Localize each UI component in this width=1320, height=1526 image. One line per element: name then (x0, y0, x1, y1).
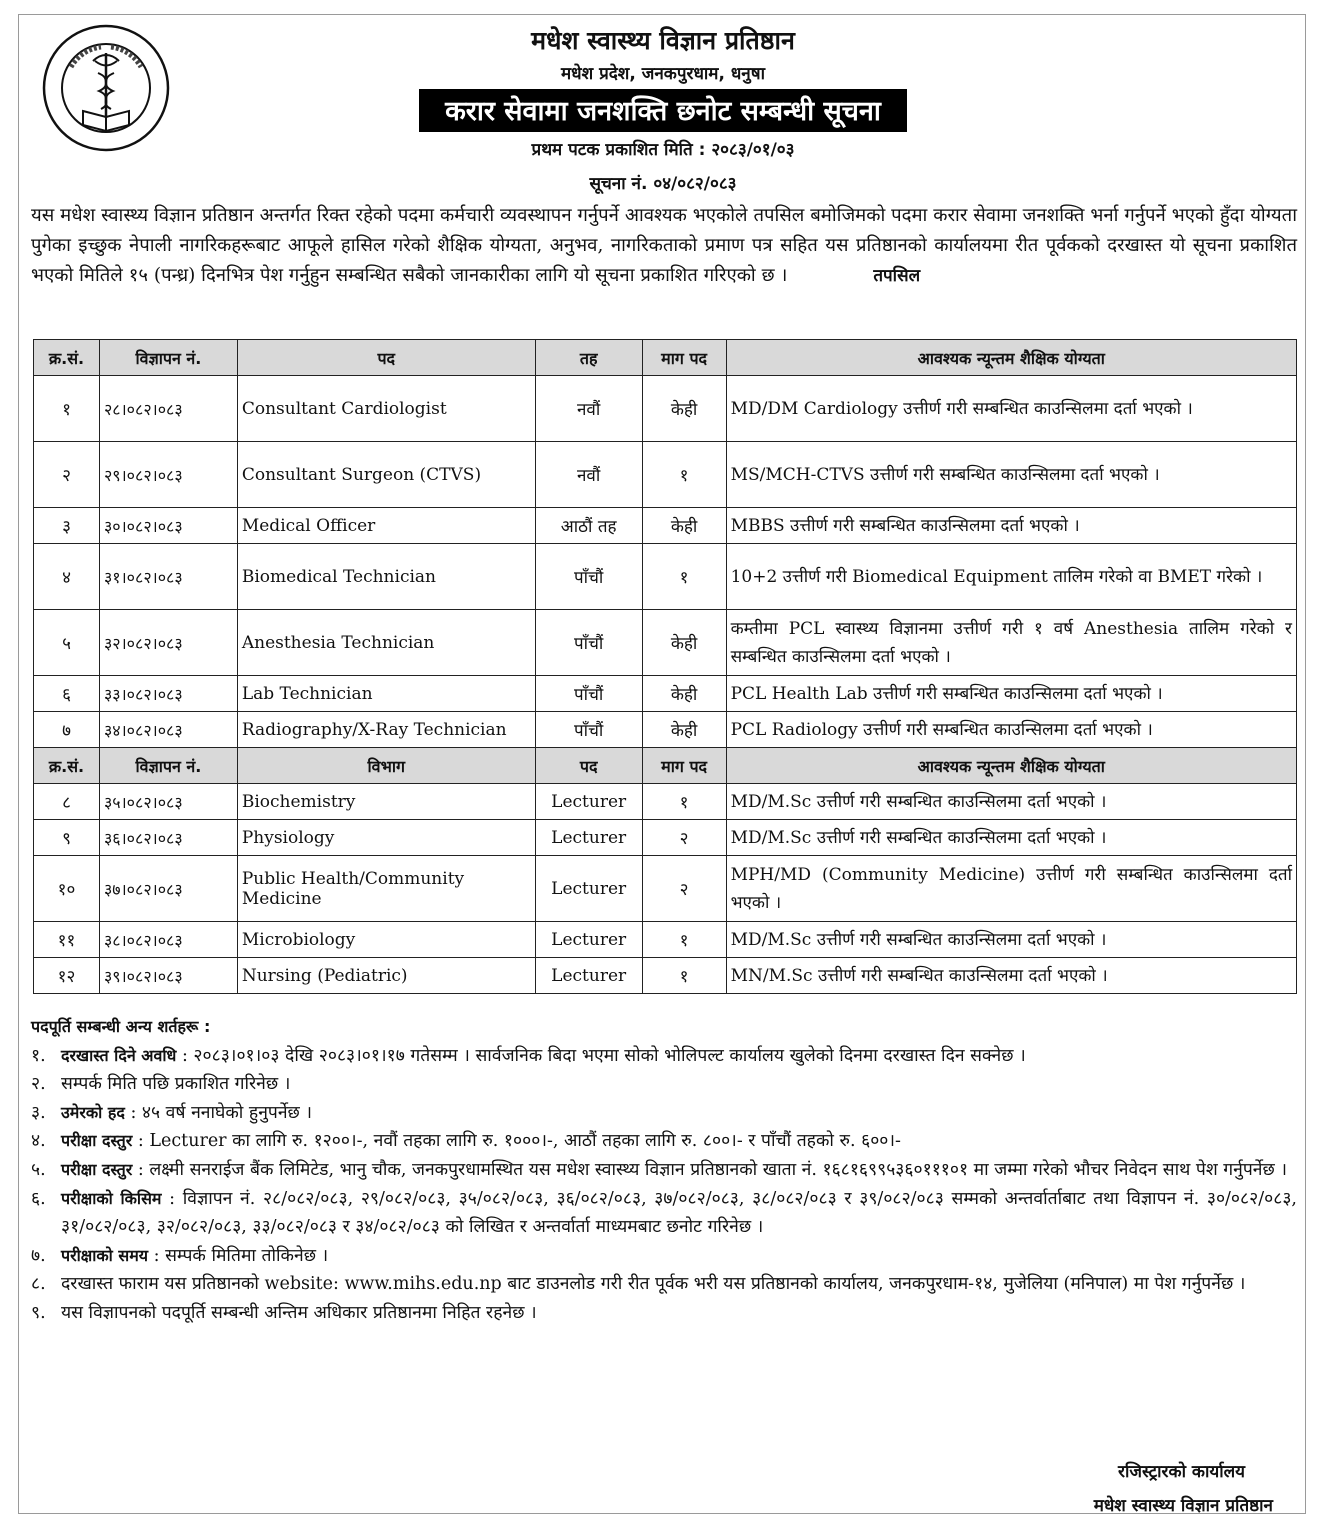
condition-title: परीक्षाको किसिम (61, 1188, 162, 1208)
condition-number: २. (31, 1074, 46, 1095)
signature-office: रजिस्ट्रारको कार्यालय (1118, 1462, 1245, 1482)
serial-cell: ४ (34, 544, 100, 610)
condition-body (61, 1156, 1297, 1185)
advert-number-cell: २९।०८२।०८३ (99, 442, 237, 508)
advert-number-cell: ३७।०८२।०८३ (99, 856, 237, 922)
table-header-row (34, 340, 1297, 376)
serial-cell: ८ (34, 784, 100, 820)
serial-cell: ११ (34, 922, 100, 958)
qualification-cell: कम्तीमा PCL स्वास्थ्य विज्ञानमा उत्तीर्ण गरी १ वर्ष Anesthesia तालिम गरेको र सम्बन्धित काउन्सिलमा दर्ता भएको । (726, 610, 1296, 676)
condition-number: ५. (31, 1159, 46, 1180)
condition-body (61, 1127, 1297, 1156)
condition-number: १. (31, 1045, 46, 1066)
serial-cell: ७ (34, 712, 100, 748)
serial-cell: ५ (34, 610, 100, 676)
condition-item (31, 1270, 1297, 1299)
serial-cell: ३ (34, 508, 100, 544)
column-header: पद (237, 340, 535, 376)
column-header: क्र.सं. (34, 340, 100, 376)
condition-number: ४. (31, 1131, 46, 1152)
advert-number-cell: ३१।०८२।०८३ (99, 544, 237, 610)
demand-cell: केही (642, 610, 726, 676)
table-row (34, 508, 1297, 544)
condition-body (61, 1299, 1297, 1328)
condition-item (31, 1070, 1297, 1099)
condition-text: : ४५ वर्ष ननाघेको हुनुपर्नेछ । (124, 1102, 313, 1123)
notice-number: सूचना नं. ०४/०८२/०८३ (589, 174, 737, 194)
serial-cell: ९ (34, 820, 100, 856)
demand-cell: २ (642, 856, 726, 922)
table-row (34, 544, 1297, 610)
signature-institution: मधेश स्वास्थ्य विज्ञान प्रतिष्ठान (1093, 1496, 1273, 1516)
qualification-cell: MPH/MD (Community Medicine) उत्तीर्ण गरी सम्बन्धित काउन्सिलमा दर्ता भएको । (726, 856, 1296, 922)
level-cell: नवौं (535, 376, 642, 442)
condition-number: ३. (31, 1102, 46, 1123)
demand-cell: १ (642, 442, 726, 508)
notice-banner-text: करार सेवामा जनशक्ति छनोट सम्बन्धी सूचना (419, 89, 907, 132)
level-cell: आठौं तह (535, 508, 642, 544)
advert-number-cell: ३६।०८२।०८३ (99, 820, 237, 856)
conditions-list (31, 1042, 1297, 1328)
post-cell: Radiography/X-Ray Technician (237, 712, 535, 748)
condition-body (61, 1185, 1297, 1242)
demand-cell: १ (642, 784, 726, 820)
condition-text: : सम्पर्क मितिमा तोकिनेछ । (148, 1245, 329, 1266)
condition-body (61, 1270, 1297, 1299)
condition-item (31, 1127, 1297, 1156)
condition-title: दरखास्त दिने अवधि (61, 1045, 177, 1065)
qualification-cell: MD/M.Sc उत्तीर्ण गरी सम्बन्धित काउन्सिलमा दर्ता भएको । (726, 922, 1296, 958)
condition-body (61, 1242, 1297, 1271)
post-cell: Microbiology (237, 922, 535, 958)
table-header-row (34, 748, 1297, 784)
serial-cell: १ (34, 376, 100, 442)
advert-number-cell: ३०।०८२।०८३ (99, 508, 237, 544)
column-header: आवश्यक न्यून्तम शैक्षिक योग्यता (726, 748, 1296, 784)
table-row (34, 676, 1297, 712)
notice-page (18, 14, 1306, 1514)
column-header: आवश्यक न्यून्तम शैक्षिक योग्यता (726, 340, 1296, 376)
column-header: तह (535, 340, 642, 376)
column-header: पद (535, 748, 642, 784)
conditions-heading: पदपूर्ति सम्बन्धी अन्य शर्तहरू : (31, 1017, 211, 1036)
column-header: माग पद (642, 340, 726, 376)
condition-title: परीक्षाको समय (61, 1245, 149, 1265)
published-date: प्रथम पटक प्रकाशित मिति : २०८३/०१/०३ (531, 140, 795, 160)
tapsil-label: तपसिल (873, 266, 921, 286)
level-cell: Lecturer (535, 784, 642, 820)
level-cell: पाँचौं (535, 544, 642, 610)
demand-cell: केही (642, 712, 726, 748)
condition-item (31, 1242, 1297, 1271)
level-cell: Lecturer (535, 820, 642, 856)
level-cell: Lecturer (535, 856, 642, 922)
condition-text: दरखास्त फाराम यस प्रतिष्ठानको website: www.mihs.edu.np बाट डाउनलोड गरी रीत पूर्वक भरी यस प्रतिष्ठानको कार्यालय, जनकपुरधाम-१४, मुजेलिया (मनिपाल) मा पेश गर्नुपर्नेछ । (61, 1274, 1246, 1295)
advert-number-cell: ३४।०८२।०८३ (99, 712, 237, 748)
condition-item (31, 1156, 1297, 1185)
qualification-cell: MD/DM Cardiology उत्तीर्ण गरी सम्बन्धित काउन्सिलमा दर्ता भएको । (726, 376, 1296, 442)
advert-number-cell: ३५।०८२।०८३ (99, 784, 237, 820)
condition-item (31, 1185, 1297, 1242)
condition-item (31, 1299, 1297, 1328)
condition-number: ८. (31, 1274, 46, 1295)
demand-cell: केही (642, 376, 726, 442)
qualification-cell: PCL Radiology उत्तीर्ण गरी सम्बन्धित काउन्सिलमा दर्ता भएको । (726, 712, 1296, 748)
intro-text: यस मधेश स्वास्थ्य विज्ञान प्रतिष्ठान अन्तर्गत रिक्त रहेको पदमा कर्मचारी व्यवस्थापन गर्नुपर्ने आवश्यक भएकोले तपसिल बमोजिमको पदमा करार सेवामा जनशक्ति भर्ना गर्नुपर्ने भएको हुँदा योग्यता पुगेका इच्छुक नेपाली नागरिकहरूबाट आफूले हासिल गरेको शैक्षिक योग्यता, अनुभव, नागरिकताको प्रमाण पत्र सहित यस प्रतिष्ठानको कार्यालयमा रीत पूर्वकको दरखास्त यो सूचना प्रकाशित भएको मितिले १५ (पन्ध्र) दिनभित्र पेश गर्नुहुन सम्बन्धित सबैको जानकारीका लागि यो सूचना प्रकाशित गरिएको छ । (31, 205, 1297, 286)
advert-number-cell: ३८।०८२।०८३ (99, 922, 237, 958)
column-header: विभाग (237, 748, 535, 784)
advert-number-cell: ३३।०८२।०८३ (99, 676, 237, 712)
advert-number-cell: २८।०८२।०८३ (99, 376, 237, 442)
demand-cell: केही (642, 508, 726, 544)
level-cell: Lecturer (535, 958, 642, 994)
post-cell: Lab Technician (237, 676, 535, 712)
table-row (34, 610, 1297, 676)
table-row (34, 784, 1297, 820)
condition-title: परीक्षा दस्तुर (61, 1159, 133, 1179)
post-cell: Consultant Surgeon (CTVS) (237, 442, 535, 508)
serial-cell: १० (34, 856, 100, 922)
vacancy-table (33, 339, 1297, 994)
level-cell: पाँचौं (535, 610, 642, 676)
conditions-section (31, 1013, 1297, 1328)
column-header: विज्ञापन नं. (99, 340, 237, 376)
qualification-cell: MBBS उत्तीर्ण गरी सम्बन्धित काउन्सिलमा दर्ता भएको । (726, 508, 1296, 544)
advert-number-cell: ३२।०८२।०८३ (99, 610, 237, 676)
level-cell: पाँचौं (535, 676, 642, 712)
table-row (34, 922, 1297, 958)
post-cell: Biomedical Technician (237, 544, 535, 610)
advert-number-cell: ३९।०८२।०८३ (99, 958, 237, 994)
condition-text: यस विज्ञापनको पदपूर्ति सम्बन्धी अन्तिम अधिकार प्रतिष्ठानमा निहित रहनेछ । (61, 1302, 537, 1323)
column-header: माग पद (642, 748, 726, 784)
post-cell: Medical Officer (237, 508, 535, 544)
condition-text: : Lecturer का लागि रु. १२००।-, नवौं तहका लागि रु. १०००।-, आठौं तहका लागि रु. ८००।- र पाँचौं तहको रु. ६००।- (132, 1131, 901, 1152)
notice-banner (19, 89, 1307, 132)
condition-item (31, 1042, 1297, 1071)
qualification-cell: MN/M.Sc उत्तीर्ण गरी सम्बन्धित काउन्सिलमा दर्ता भएको । (726, 958, 1296, 994)
condition-number: ७. (31, 1245, 46, 1266)
demand-cell: २ (642, 820, 726, 856)
post-cell: Consultant Cardiologist (237, 376, 535, 442)
table-row (34, 820, 1297, 856)
condition-title: उमेरको हद (61, 1102, 125, 1122)
demand-cell: केही (642, 676, 726, 712)
qualification-cell: MD/M.Sc उत्तीर्ण गरी सम्बन्धित काउन्सिलमा दर्ता भएको । (726, 784, 1296, 820)
condition-item (31, 1099, 1297, 1128)
level-cell: पाँचौं (535, 712, 642, 748)
table-row (34, 442, 1297, 508)
column-header: क्र.सं. (34, 748, 100, 784)
qualification-cell: 10+2 उत्तीर्ण गरी Biomedical Equipment तालिम गरेको वा BMET गरेको । (726, 544, 1296, 610)
condition-text: : लक्ष्मी सनराईज बैंक लिमिटेड, भानु चौक, जनकपुरधामस्थित यस मधेश स्वास्थ्य विज्ञान प्रतिष्ठानको खाता नं. १६८१६९९५३६०१११०१ मा जम्मा गरेको भौचर निवेदन साथ पेश गर्नुपर्नेछ । (132, 1159, 1287, 1180)
condition-body (61, 1070, 1297, 1099)
table-row (34, 712, 1297, 748)
level-cell: नवौं (535, 442, 642, 508)
table-row (34, 958, 1297, 994)
condition-body (61, 1042, 1297, 1071)
post-cell: Biochemistry (237, 784, 535, 820)
table-row (34, 856, 1297, 922)
condition-number: ९. (31, 1302, 46, 1323)
post-cell: Anesthesia Technician (237, 610, 535, 676)
condition-text: सम्पर्क मिति पछि प्रकाशित गरिनेछ । (61, 1074, 291, 1095)
demand-cell: १ (642, 958, 726, 994)
institution-title: मधेश स्वास्थ्य विज्ञान प्रतिष्ठान (531, 26, 795, 55)
institution-address: मधेश प्रदेश, जनकपुरधाम, धनुषा (561, 64, 765, 84)
condition-body (61, 1099, 1297, 1128)
serial-cell: ६ (34, 676, 100, 712)
serial-cell: १२ (34, 958, 100, 994)
table-row (34, 376, 1297, 442)
condition-text: : विज्ञापन नं. २८/०८२/०८३, २९/०८२/०८३, ३५/०८२/०८३, ३६/०८२/०८३, ३७/०८२/०८३, ३८/०८२/०८३ र ३९/०८२/०८३ सम्मको अन्तर्वार्ताबाट तथा विज्ञापन नं. ३०/०८२/०८३, ३१/०८२/०८३, ३२/०८२/०८३, ३३/०८२/०८३ र ३४/०८२/०८३ को लिखित र अन्तर्वार्ता माध्यमबाट छनोट गरिनेछ । (61, 1188, 1297, 1238)
intro-paragraph (31, 201, 1297, 291)
demand-cell: १ (642, 544, 726, 610)
level-cell: Lecturer (535, 922, 642, 958)
qualification-cell: MS/MCH-CTVS उत्तीर्ण गरी सम्बन्धित काउन्सिलमा दर्ता भएको । (726, 442, 1296, 508)
column-header: विज्ञापन नं. (99, 748, 237, 784)
post-cell: Physiology (237, 820, 535, 856)
post-cell: Nursing (Pediatric) (237, 958, 535, 994)
condition-text: : २०८३।०१।०३ देखि २०८३।०१।१७ गतेसम्म । सार्वजनिक बिदा भएमा सोको भोलिपल्ट कार्यालय खुलेको दिनमा दरखास्त दिन सक्नेछ । (176, 1045, 1026, 1066)
post-cell: Public Health/Community Medicine (237, 856, 535, 922)
qualification-cell: MD/M.Sc उत्तीर्ण गरी सम्बन्धित काउन्सिलमा दर्ता भएको । (726, 820, 1296, 856)
demand-cell: १ (642, 922, 726, 958)
condition-number: ६. (31, 1188, 46, 1209)
serial-cell: २ (34, 442, 100, 508)
condition-title: परीक्षा दस्तुर (61, 1131, 133, 1151)
qualification-cell: PCL Health Lab उत्तीर्ण गरी सम्बन्धित काउन्सिलमा दर्ता भएको । (726, 676, 1296, 712)
